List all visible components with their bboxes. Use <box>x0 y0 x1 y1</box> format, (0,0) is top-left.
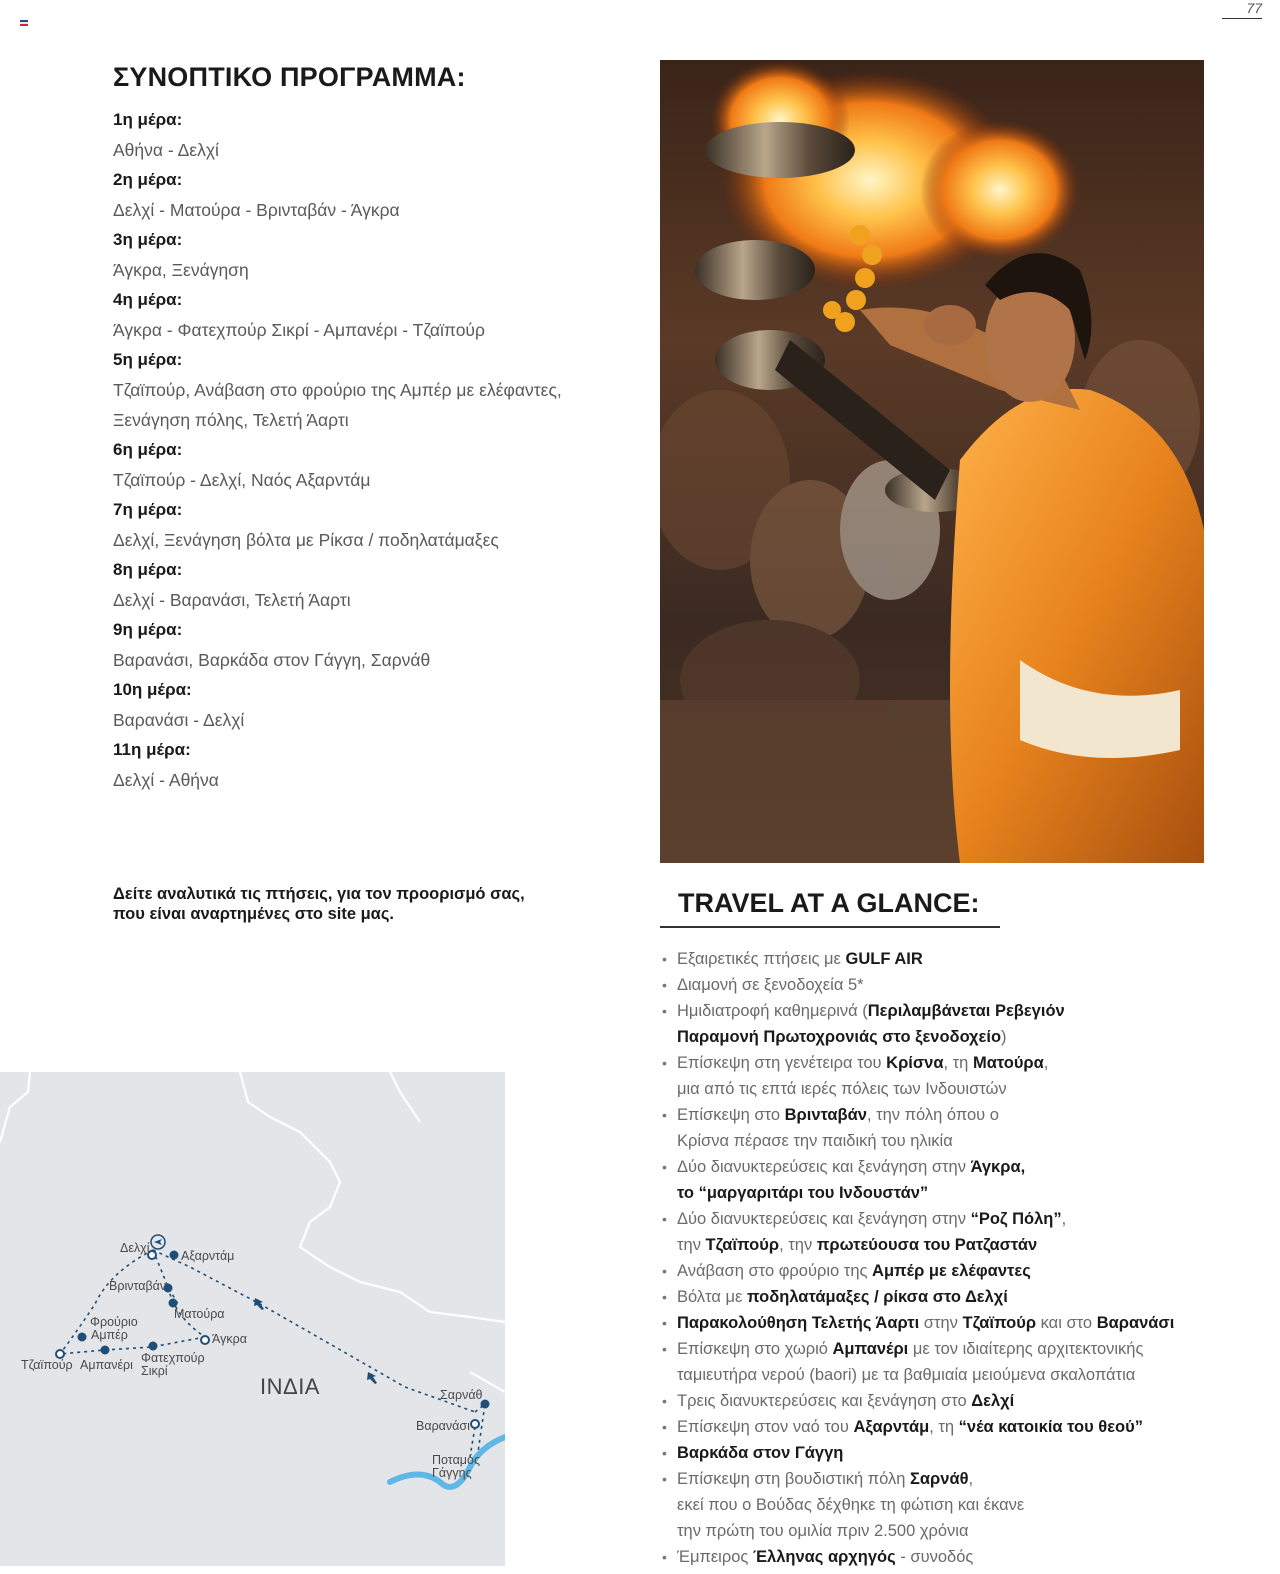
item-text: Ημιδιατροφή καθημερινά ( <box>677 1002 868 1020</box>
list-item <box>662 1284 1262 1310</box>
list-item <box>662 998 1262 1050</box>
item-text: Επίσκεψη στη βουδιστική πόλη <box>677 1470 911 1488</box>
list-item <box>662 1050 1262 1102</box>
item-highlight: Έλληνας αρχηγός <box>752 1548 896 1566</box>
day-label: 10η μέρα: <box>113 680 192 699</box>
day-desc: Άγκρα, Ξενάγηση <box>113 260 249 280</box>
day-label: 6η μέρα: <box>113 440 183 459</box>
item-text: και στο <box>1036 1314 1097 1332</box>
item-highlight: Παρακολούθηση Τελετής Άαρτι <box>677 1314 920 1332</box>
flights-note-line: Δείτε αναλυτικά τις πτήσεις, για τον προορισμό σας, <box>113 885 525 903</box>
item-highlight: το “μαργαριτάρι του Ινδουστάν” <box>677 1184 929 1202</box>
map-label-abhaneri: Αμπανέρι <box>80 1358 133 1372</box>
item-text: Έμπειρος <box>677 1548 753 1566</box>
map-label-delhi: Δελχί <box>120 1241 150 1255</box>
item-text: εκεί που ο Βούδας δέχθηκε τη φώτιση και έκανε <box>677 1496 1025 1514</box>
day-label: 1η μέρα: <box>113 110 183 129</box>
item-text: Επίσκεψη στο <box>677 1106 785 1124</box>
list-item <box>662 1310 1262 1336</box>
item-highlight: Άγκρα, <box>970 1158 1026 1176</box>
map-label-fatehpur <box>141 1352 205 1378</box>
glance-list <box>662 946 1262 1570</box>
program-title: ΣΥΝΟΠΤΙΚΟ ΠΡΟΓΡΑΜΜΑ: <box>113 62 466 92</box>
glance-title: TRAVEL AT A GLANCE: <box>678 888 980 918</box>
list-item <box>662 1388 1262 1414</box>
day-label: 2η μέρα: <box>113 170 183 189</box>
flights-note <box>113 884 583 924</box>
item-highlight: Αξαρντάμ <box>853 1418 930 1436</box>
item-text: Επίσκεψη στη γενέτειρα του <box>677 1054 887 1072</box>
item-text: Δύο διανυκτερεύσεις και ξενάγηση στην <box>677 1210 971 1228</box>
item-highlight: Σαρνάθ <box>910 1470 969 1488</box>
day-item <box>113 495 633 555</box>
map-label-varanasi: Βαρανάσι <box>416 1419 470 1433</box>
day-desc: Δελχί, Ξενάγηση βόλτα με Ρίκσα / ποδηλατάμαξες <box>113 530 499 550</box>
map-label-line: Φρούριο <box>90 1315 138 1329</box>
item-text: , την <box>779 1236 817 1254</box>
day-item <box>113 165 633 225</box>
item-highlight: GULF AIR <box>845 950 923 968</box>
list-item <box>662 1336 1262 1388</box>
day-desc: Βαρανάσι - Δελχί <box>113 710 245 730</box>
day-desc: Δελχί - Αθήνα <box>113 770 219 790</box>
day-desc-cont: Ξενάγηση πόλης, Τελετή Άαρτι <box>113 410 349 430</box>
flag-icon <box>20 20 28 26</box>
day-desc: Τζαϊπούρ, Ανάβαση στο φρούριο της Αμπέρ με ελέφαντες, <box>113 380 562 400</box>
map-label-mathura: Ματούρα <box>174 1307 225 1321</box>
item-text: ) <box>1001 1028 1007 1046</box>
item-highlight: Αμπανέρι <box>832 1340 909 1358</box>
day-label: 9η μέρα: <box>113 620 183 639</box>
map-label-sarnath: Σαρνάθ <box>440 1388 483 1402</box>
item-highlight: Κρίσνα <box>886 1054 944 1072</box>
item-highlight: “Ροζ Πόλη” <box>970 1210 1062 1228</box>
map-label-line: Αμπέρ <box>91 1328 128 1342</box>
flights-note-line: που είναι αναρτημένες στο site μας. <box>113 905 394 923</box>
item-highlight: ποδηλατάμαξες / ρίκσα στο Δελχί <box>746 1288 1008 1306</box>
day-item <box>113 615 633 675</box>
list-item <box>662 1102 1262 1154</box>
item-highlight: Δελχί <box>971 1392 1015 1410</box>
day-item <box>113 555 633 615</box>
item-text: , <box>968 1470 974 1488</box>
item-highlight: Βαρανάσι <box>1096 1314 1175 1332</box>
day-desc: Δελχί - Βαρανάσι, Τελετή Άαρτι <box>113 590 351 610</box>
item-text: , την πόλη όπου ο <box>866 1106 999 1124</box>
item-highlight: πρωτεύουσα του Ρατζαστάν <box>816 1236 1038 1254</box>
map-country-label: ΙΝΔΙΑ <box>260 1374 320 1399</box>
page-number: 77 <box>1222 0 1262 19</box>
map-label-line: Ποταμός <box>432 1453 480 1467</box>
item-text: , <box>1043 1054 1049 1072</box>
day-label: 5η μέρα: <box>113 350 183 369</box>
item-text: ταμιευτήρα νερού (baori) με τα βαθμιαία μειούμενα σκαλοπάτια <box>677 1366 1136 1384</box>
map-label-akshardham: Αξαρντάμ <box>181 1249 235 1263</box>
item-text: στην <box>919 1314 963 1332</box>
map-label-line: Γάγγης <box>432 1466 472 1480</box>
map-label-ganges <box>432 1454 480 1480</box>
item-text: , τη <box>943 1054 973 1072</box>
day-desc: Αθήνα - Δελχί <box>113 140 219 160</box>
item-highlight: Αμπέρ με ελέφαντες <box>872 1262 1031 1280</box>
item-text: , τη <box>929 1418 959 1436</box>
map-label-line: Φατεχπούρ <box>141 1351 205 1365</box>
day-item <box>113 105 633 165</box>
item-text: Δύο διανυκτερεύσεις και ξενάγηση στην <box>677 1158 971 1176</box>
list-item <box>662 1544 1262 1570</box>
day-item <box>113 735 633 795</box>
list-item <box>662 1414 1262 1440</box>
list-item <box>662 1466 1262 1544</box>
item-text: Ανάβαση στο φρούριο της <box>677 1262 873 1280</box>
list-item <box>662 1258 1262 1284</box>
item-text: Κρίσνα πέρασε την παιδική του ηλικία <box>677 1132 953 1150</box>
day-item <box>113 345 633 435</box>
item-highlight: Περιλαμβάνεται Ρεβεγιόν <box>867 1002 1065 1020</box>
item-highlight: Τζαϊπούρ <box>705 1236 780 1254</box>
item-highlight: “νέα κατοικία του θεού” <box>958 1418 1143 1436</box>
day-item <box>113 435 633 495</box>
item-text: την <box>677 1236 706 1254</box>
item-text: την πρώτη του ομιλία πριν 2.500 χρόνια <box>677 1522 969 1540</box>
list-item <box>662 1440 1262 1466</box>
item-text: Βόλτα με <box>677 1288 747 1306</box>
item-text: - συνοδός <box>895 1548 974 1566</box>
day-list <box>113 105 633 795</box>
item-highlight: Παραμονή Πρωτοχρονιάς στο ξενοδοχείο <box>677 1028 1002 1046</box>
item-text: Επίσκεψη στον ναό του <box>677 1418 854 1436</box>
day-label: 8η μέρα: <box>113 560 183 579</box>
day-desc: Άγκρα - Φατεχπούρ Σικρί - Αμπανέρι - Τζαϊπούρ <box>113 320 485 340</box>
list-item <box>662 972 1262 998</box>
aarti-ceremony-photo <box>660 60 1204 863</box>
day-desc: Βαρανάσι, Βαρκάδα στον Γάγγη, Σαρνάθ <box>113 650 431 670</box>
day-item <box>113 675 633 735</box>
item-text: Τρεις διανυκτερεύσεις και ξενάγηση στο <box>677 1392 972 1410</box>
map-label-jaipur: Τζαϊπούρ <box>21 1358 73 1372</box>
map-label-line: Σικρί <box>141 1364 168 1378</box>
item-highlight: Βρινταβάν <box>784 1106 867 1124</box>
day-label: 4η μέρα: <box>113 290 183 309</box>
list-item <box>662 946 1262 972</box>
day-item <box>113 285 633 345</box>
route-map <box>0 1072 505 1566</box>
item-text: Επίσκεψη στο χωριό <box>677 1340 833 1358</box>
item-text: μια από τις επτά ιερές πόλεις των Ινδουιστών <box>677 1080 1007 1098</box>
day-desc: Δελχί - Ματούρα - Βρινταβάν - Άγκρα <box>113 200 400 220</box>
list-item <box>662 1206 1262 1258</box>
title-underline <box>660 926 1000 928</box>
day-label: 11η μέρα: <box>113 740 191 759</box>
item-highlight: Ματούρα <box>972 1054 1044 1072</box>
item-text: Εξαιρετικές πτήσεις με <box>677 950 846 968</box>
item-highlight: Τζαϊπούρ <box>962 1314 1037 1332</box>
item-highlight: Βαρκάδα στον Γάγγη <box>677 1444 844 1462</box>
day-label: 3η μέρα: <box>113 230 183 249</box>
day-item <box>113 225 633 285</box>
map-label-vrindavan: Βρινταβάν <box>109 1279 167 1293</box>
item-text: , <box>1061 1210 1067 1228</box>
day-desc: Τζαϊπούρ - Δελχί, Ναός Αξαρντάμ <box>113 470 371 490</box>
item-text: με τον ιδιαίτερης αρχιτεκτονικής <box>908 1340 1144 1358</box>
day-label: 7η μέρα: <box>113 500 183 519</box>
item-text: Διαμονή σε ξενοδοχεία 5* <box>677 976 864 994</box>
map-label-agra: Άγκρα <box>212 1332 247 1346</box>
list-item <box>662 1154 1262 1206</box>
map-label-amber-fort <box>90 1316 138 1342</box>
